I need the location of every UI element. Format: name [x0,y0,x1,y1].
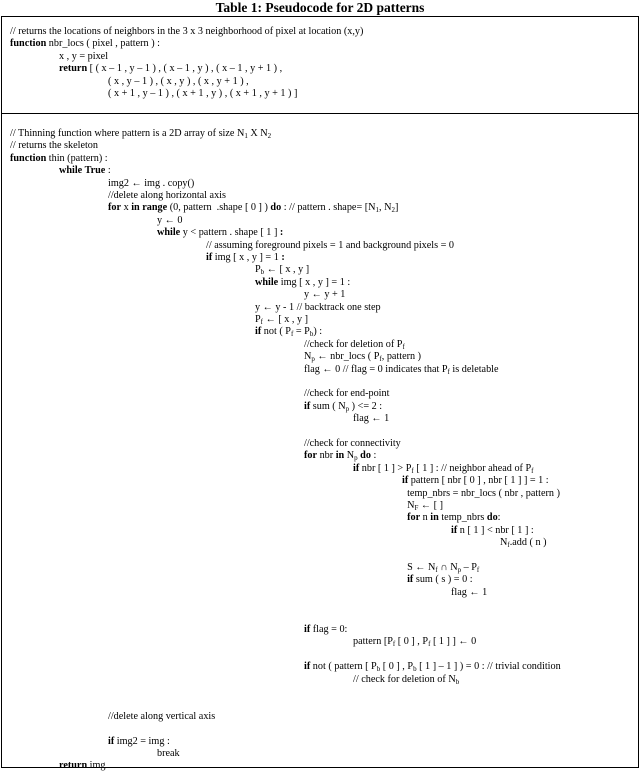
code-text: //delete along vertical axis [108,710,216,722]
subscript: f [392,640,396,649]
code-line [59,165,111,177]
subscript: p [345,404,350,413]
code-text: [ 1 ] ] ← 0 [430,636,477,648]
code-text: P [255,264,261,276]
subscript: p [457,566,462,574]
code-line [206,240,454,252]
code-text: // returns the skeleton [10,140,98,152]
code-line [304,388,389,400]
code-text: [ 1 ] : // neighbor ahead of P [413,462,532,474]
code-line [10,26,363,38]
subscript: f [411,466,414,475]
code-line [304,450,376,462]
code-text: S ← N [402,562,436,573]
code-text: img2 = img : [114,735,170,747]
code-text: n [420,512,431,524]
subscript: b [309,330,314,339]
code-text: //check for connectivity [304,438,401,449]
code-text: thin (pattern) : [46,152,108,164]
code-line [353,636,476,648]
keyword: function [10,152,47,164]
subscript: 2 [267,132,272,140]
code-text: ( x , y – 1 ) , ( x , y ) , ( x , y + 1 ) , [108,75,249,87]
code-text: (0, pattern .shape [ 0 ] ) [167,202,271,214]
code-line [304,401,382,413]
code-line [108,711,215,723]
code-text: [ ( x – 1 , y – 1 ) , ( x – 1 , y ) , ( x – 1 , y + 1 ) , [87,63,283,75]
code-text: flag = 0: [310,624,348,635]
subscript: f [435,566,438,574]
code-line [59,51,108,63]
code-text: ← [ x , y ] [263,314,309,325]
code-text: not ( pattern [ P [310,661,377,673]
code-text: – P [461,562,477,573]
keyword: while True [59,165,106,177]
code-text: flag ← 0 // flag = 0 indicates that P [304,363,448,375]
keyword: if [108,735,115,747]
code-text: nbr [ 1 ] > P [359,462,412,474]
code-text: X N [247,128,268,139]
subscript: 1 [244,132,248,140]
code-text: temp_nbrs = nbr_locs ( nbr , pattern ) [402,487,560,499]
keyword: if [255,326,262,338]
keyword: while [255,276,279,288]
code-text: y ← y - 1 // backtrack one step [255,301,381,313]
code-text: y ← y + 1 [304,289,346,301]
code-line [353,674,459,686]
code-text: // assuming foreground pixels = 1 and background pixels = 0 [206,239,455,251]
code-line [108,190,226,202]
subscript: b [260,268,265,277]
keyword: if [407,574,414,586]
code-text: sum ( s ) = 0 : [413,574,473,586]
keyword: if [206,252,213,263]
code-line [255,326,322,338]
code-text: flag ← 1 [353,413,390,425]
code-line [353,413,389,425]
code-text: : [370,450,377,462]
code-text: N [344,450,355,462]
code-text: [ 0 ] , P [395,636,429,648]
keyword: if [451,524,458,536]
code-line [206,252,285,264]
keyword: if [304,661,311,673]
code-text: // Thinning function where pattern is a 2D array of size N [10,128,245,139]
keyword: if [304,624,311,635]
code-text: ∩ N [437,562,458,573]
code-text: P [255,314,261,325]
code-line [402,488,560,500]
code-line [451,525,534,537]
subscript: f [260,318,264,326]
subscript: p [354,454,358,463]
code-line [157,227,283,239]
code-text: img2 ← img . copy() [108,177,195,189]
code-line [304,624,347,636]
code-text: img [ x , y ] = 1 : [278,276,351,288]
code-line [255,277,350,289]
code-text: ← nbr_locs ( P [314,351,380,363]
code-line [108,202,398,214]
code-text: : [105,165,111,177]
keyword: return [59,760,88,772]
keyword: return [59,63,88,75]
code-line [157,215,182,227]
subscript: f [531,466,534,475]
code-text: break [157,748,180,759]
code-line [255,264,309,276]
subscript: b [413,665,417,674]
keyword: for [304,450,318,462]
code-text: n [ 1 ] < nbr [ 1 ] : [457,524,534,536]
keyword: do [486,512,498,524]
code-text: //delete along horizontal axis [108,190,226,201]
code-line [10,153,108,165]
subscript: f [402,342,405,351]
code-line [255,314,308,326]
row-divider [2,113,638,114]
code-text: nbr_locs ( pixel , pattern ) : [46,38,160,50]
code-line [10,140,98,152]
code-text: not ( P [261,326,291,338]
keyword: for [407,512,421,524]
keyword: for [108,202,122,214]
code-text: pattern [P [353,636,393,648]
subscript: f [507,541,510,550]
code-text: temp_nbrs [438,512,487,524]
subscript: b [376,665,381,674]
code-text: pattern [ nbr [ 0 ] , nbr [ 1 ] ] = 1 : [408,475,549,487]
code-line [10,128,271,140]
subscript: b [455,677,460,686]
code-text: //check for end-point [304,388,390,400]
keyword: while [157,227,181,239]
subscript: f [379,355,382,364]
code-line [402,475,549,487]
code-text: //check for deletion of P [304,338,403,350]
keyword: if [304,400,311,412]
keyword: function [10,38,47,50]
code-text: : [497,512,501,524]
code-line [157,748,180,760]
keyword: if [353,462,360,474]
keyword: in [335,450,345,462]
code-text: ( x + 1 , y – 1 ) , ( x + 1 , y ) , ( x + 1 , y + 1 ) ] [108,88,298,99]
code-text: N [500,537,508,549]
code-line [108,76,249,88]
keyword: in [430,512,439,524]
keyword: : [281,252,285,263]
keyword: : [279,227,284,239]
keyword: do [360,450,371,462]
code-text: , pattern ) [381,351,422,363]
code-line [59,760,106,772]
code-text: ← [ x , y ] [264,264,310,276]
code-line [304,438,401,450]
code-text: : // pattern . shape= [N [281,202,376,214]
subscript: 2 [391,206,395,215]
code-text: img [87,760,106,772]
subscript: 1 [375,206,379,215]
code-line [108,736,170,748]
code-text: [ 1 ] – 1 ] ) = 0 : // trivial condition [416,661,561,673]
code-line [108,178,194,190]
code-text: nbr [317,450,336,462]
pseudocode-table [1,16,639,772]
code-text: is deletable [449,363,499,375]
code-text: N [304,351,312,363]
code-text: = P [293,326,310,338]
code-line [304,339,405,351]
code-line [402,562,479,574]
code-text: N [402,500,415,511]
code-text: ] [394,202,399,214]
code-text: // returns the locations of neighbors in the 3 x 3 neighborhood of pixel at location (x,y) [10,26,364,37]
code-line [402,574,473,586]
code-line [353,463,534,475]
code-line [304,661,561,673]
subscript: f [428,640,431,649]
code-line [304,351,421,363]
code-line [402,500,443,512]
code-line [402,512,501,524]
code-line [10,38,160,50]
table-title: Table 1: Pseudocode for 2D patterns [215,0,425,15]
code-line [304,364,499,376]
subscript: f [476,566,480,574]
code-text: ← [ ] [418,500,443,511]
subscript: f [290,330,294,339]
code-line [304,289,345,301]
code-line [255,302,381,314]
keyword: if [402,475,409,487]
code-text: img [ x , y ] = 1 [212,252,282,263]
code-text: , N [378,202,392,214]
keyword: in range [131,202,168,214]
code-text: flag ← 1 [451,586,488,598]
code-text: ) <= 2 : [349,400,383,412]
code-text: // check for deletion of N [353,673,456,685]
code-text: .add ( n ) [509,537,547,549]
code-text: sum ( N [310,400,346,412]
code-line [59,63,282,75]
code-text: [ 0 ] , P [380,661,414,673]
subscript: f [447,367,450,376]
code-line [500,537,546,549]
subscript: p [311,355,315,364]
code-text: x [121,202,132,214]
subscript: F [414,504,419,512]
code-text: x , y = pixel [59,50,109,62]
keyword: do [270,202,282,214]
code-line [451,587,487,599]
code-text: ) : [313,326,323,338]
code-text: y < pattern . shape [ 1 ] [180,227,280,239]
code-text: y ← 0 [157,214,183,226]
code-line [108,88,297,100]
